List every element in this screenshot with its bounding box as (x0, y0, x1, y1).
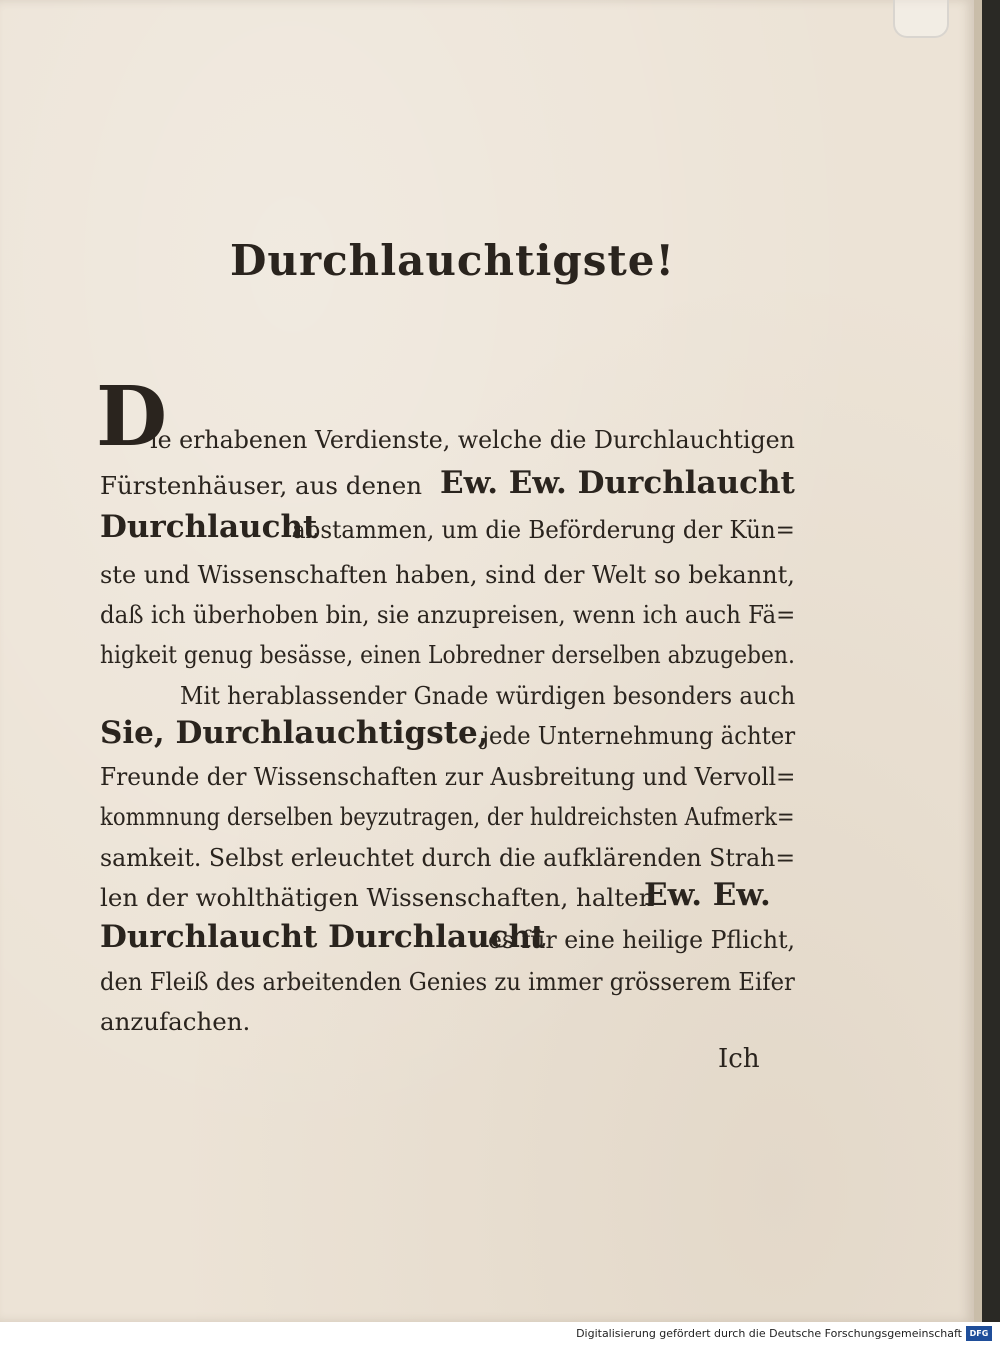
text-line: jede Unternehmung ächter (482, 721, 796, 750)
page-clip (893, 0, 949, 38)
text-line-emphasis: Durchlaucht (100, 509, 318, 545)
text-line: anzufachen. (100, 1007, 251, 1036)
text-line: Mit herablassender Gnade würdigen besonders auch (180, 681, 796, 710)
dfg-logo-icon: DFG (966, 1326, 992, 1341)
footer-bar (0, 1322, 1000, 1346)
drop-capital: D (96, 369, 168, 465)
text-line: ie erhabenen Verdienste, welche die Durchlauchtigen (150, 425, 795, 454)
catchword: Ich (718, 1044, 760, 1074)
text-line: higkeit genug besässe, einen Lobredner derselben abzugeben. (100, 640, 795, 669)
text-line: daß ich überhoben bin, sie anzupreisen, wenn ich auch Fä= (100, 600, 796, 629)
text-line: es für eine heilige Pflicht, (488, 925, 796, 954)
page-edge (974, 0, 982, 1322)
text-line: abstammen, um die Beförderung der Kün= (292, 515, 795, 544)
text-line: Freunde der Wissenschaften zur Ausbreitung und Vervoll= (100, 762, 796, 791)
text-line-emphasis: Durchlaucht Durchlaucht (100, 919, 546, 955)
text-line: den Fleiß des arbeitenden Genies zu immer grösserem Eifer (100, 967, 795, 996)
binding-edge (982, 0, 1000, 1322)
text-line: len der wohlthätigen Wissenschaften, halten (100, 883, 655, 912)
footer-credit: Digitalisierung gefördert durch die Deutsche Forschungsgemeinschaft (576, 1327, 962, 1340)
text-line-emphasis: Ew. Ew. Durchlaucht (440, 465, 795, 501)
text-line: kommnung derselben beyzutragen, der huldreichsten Aufmerk= (100, 802, 795, 831)
text-line: ste und Wissenschaften haben, sind der Welt so bekannt, (100, 560, 795, 589)
text-line: Fürstenhäuser, aus denen (100, 471, 423, 500)
text-line-emphasis: Ew. Ew. (644, 877, 771, 913)
text-line: samkeit. Selbst erleuchtet durch die aufklärenden Strah= (100, 843, 796, 872)
page-heading: Durchlauchtigste! (230, 236, 675, 285)
text-line-emphasis: Sie, Durchlauchtigste, (100, 715, 489, 751)
